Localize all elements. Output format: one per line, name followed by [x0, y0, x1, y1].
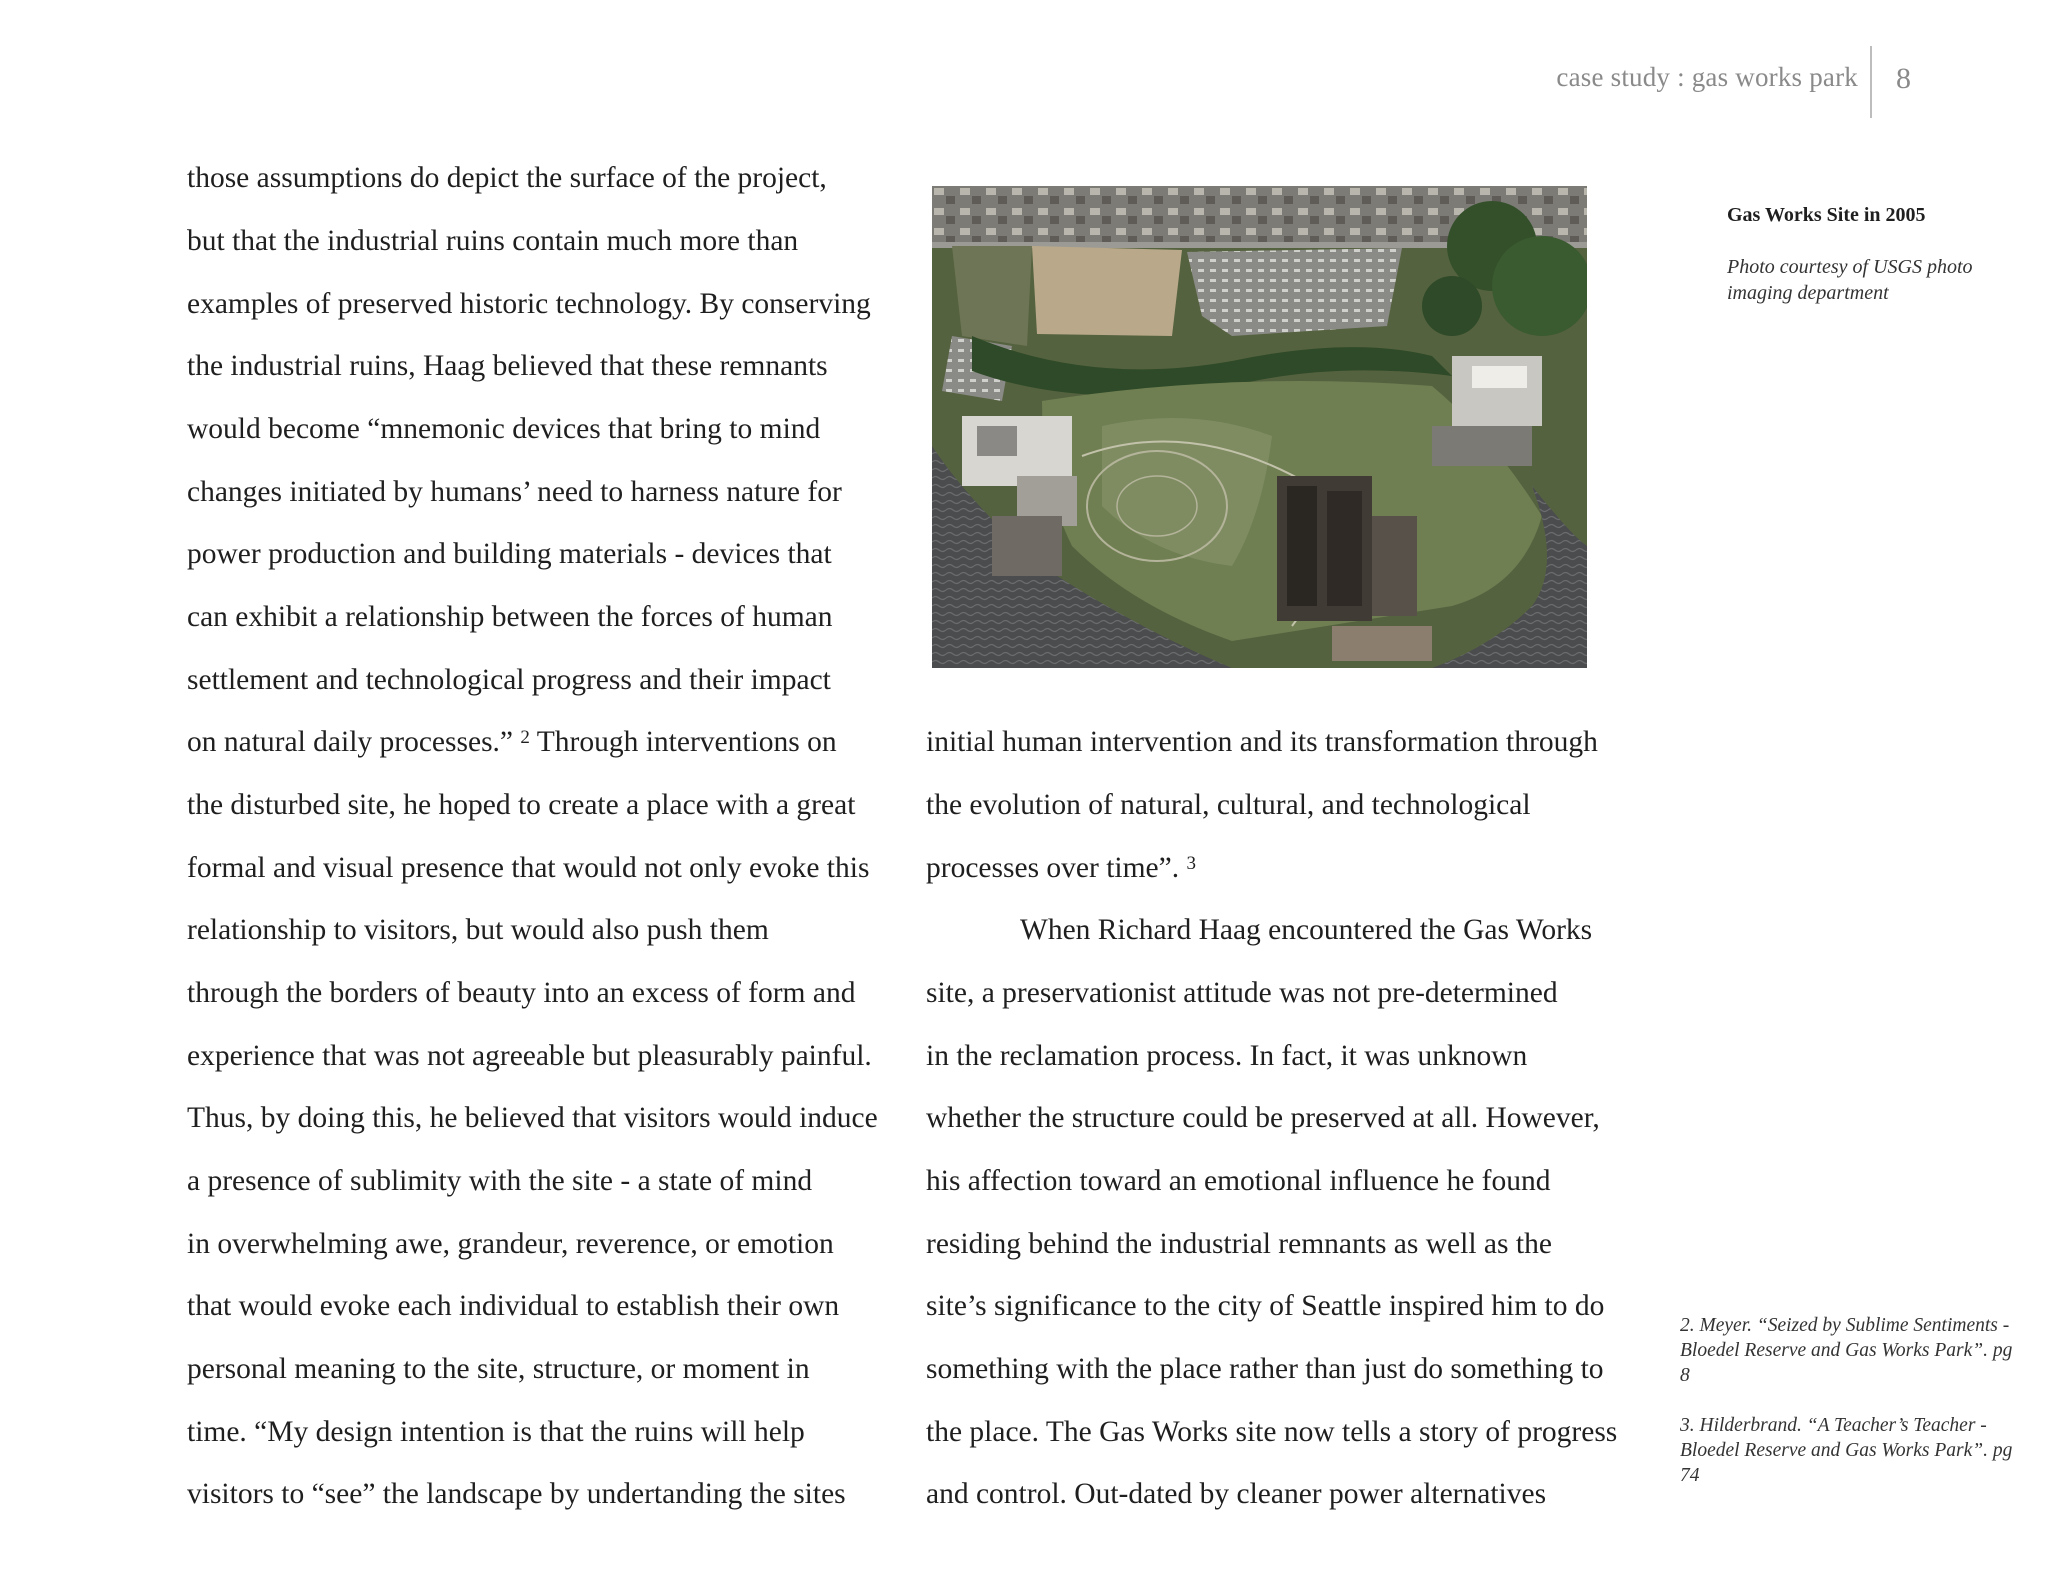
text-line-with-footnote — [187, 728, 837, 758]
header-divider — [1870, 46, 1872, 118]
text-line: personal meaning to the site, structure, or moment in — [187, 1353, 810, 1385]
footnote-2: 2. Meyer. “Seized by Sublime Sentiments - Bloedel Reserve and Gas Works Park”. pg 8 — [1680, 1315, 2013, 1386]
photo-caption-credit: Photo courtesy of USGS photo imaging department — [1727, 256, 1973, 304]
page-number: 8 — [1896, 62, 1911, 95]
text-line: the evolution of natural, cultural, and technological — [926, 789, 1531, 821]
text-line-segment: on natural daily processes.” — [187, 726, 514, 758]
text-line: his affection toward an emotional influence he found — [926, 1165, 1551, 1197]
text-line: formal and visual presence that would not only evoke this — [187, 852, 870, 884]
text-line: through the borders of beauty into an excess of form and — [187, 977, 856, 1009]
text-line: the disturbed site, he hoped to create a place with a great — [187, 789, 856, 821]
text-line-indented: When Richard Haag encountered the Gas Works — [1020, 914, 1593, 946]
text-line: something with the place rather than just do something to — [926, 1353, 1604, 1385]
text-line: the industrial ruins, Haag believed that these remnants — [187, 350, 828, 382]
footnote-reference-2: 2 — [520, 727, 530, 748]
text-line: in the reclamation process. In fact, it was unknown — [926, 1040, 1528, 1072]
text-line: examples of preserved historic technology. By conserving — [187, 288, 871, 320]
footnote-reference-3: 3 — [1186, 853, 1196, 874]
text-line-segment: processes over time”. — [926, 852, 1180, 884]
aerial-photo-gas-works-site-icon — [932, 186, 1587, 668]
text-line: relationship to visitors, but would also push them — [187, 914, 769, 946]
text-line-segment: Through interventions on — [529, 726, 837, 758]
text-line: residing behind the industrial remnants as well as the — [926, 1228, 1552, 1260]
text-line: a presence of sublimity with the site - a state of mind — [187, 1165, 813, 1197]
running-header-title: case study : gas works park — [1556, 62, 1858, 92]
footnote-3: 3. Hilderbrand. “A Teacher’s Teacher - Bloedel Reserve and Gas Works Park”. pg 74 — [1680, 1414, 2013, 1486]
text-line: site’s significance to the city of Seattle inspired him to do — [926, 1290, 1605, 1322]
text-line: site, a preservationist attitude was not pre-determined — [926, 977, 1558, 1009]
text-line: whether the structure could be preserved at all. However, — [926, 1102, 1600, 1134]
text-line: and control. Out-dated by cleaner power alternatives — [926, 1478, 1547, 1510]
text-line: experience that was not agreeable but pleasurably painful. — [187, 1040, 872, 1072]
text-line: but that the industrial ruins contain much more than — [187, 225, 799, 257]
text-line-with-footnote — [926, 854, 1196, 884]
aerial-photo — [932, 186, 1587, 668]
text-line: would become “mnemonic devices that bring to mind — [187, 413, 821, 445]
text-line: settlement and technological progress and their impact — [187, 664, 831, 696]
text-line: time. “My design intention is that the ruins will help — [187, 1416, 805, 1448]
photo-caption-title: Gas Works Site in 2005 — [1727, 204, 1926, 226]
footnotes — [1680, 1314, 2020, 1514]
text-line: can exhibit a relationship between the forces of human — [187, 601, 833, 633]
text-line: visitors to “see” the landscape by undertanding the sites — [187, 1478, 846, 1510]
text-line: Thus, by doing this, he believed that visitors would induce — [187, 1102, 878, 1134]
text-line: in overwhelming awe, grandeur, reverence, or emotion — [187, 1228, 834, 1260]
text-line: the place. The Gas Works site now tells a story of progress — [926, 1416, 1618, 1448]
text-line: those assumptions do depict the surface of the project, — [187, 162, 827, 194]
text-line: initial human intervention and its transformation through — [926, 726, 1598, 758]
text-line: changes initiated by humans’ need to harness nature for — [187, 476, 842, 508]
text-line: power production and building materials - devices that — [187, 538, 832, 570]
text-line: that would evoke each individual to establish their own — [187, 1290, 840, 1322]
